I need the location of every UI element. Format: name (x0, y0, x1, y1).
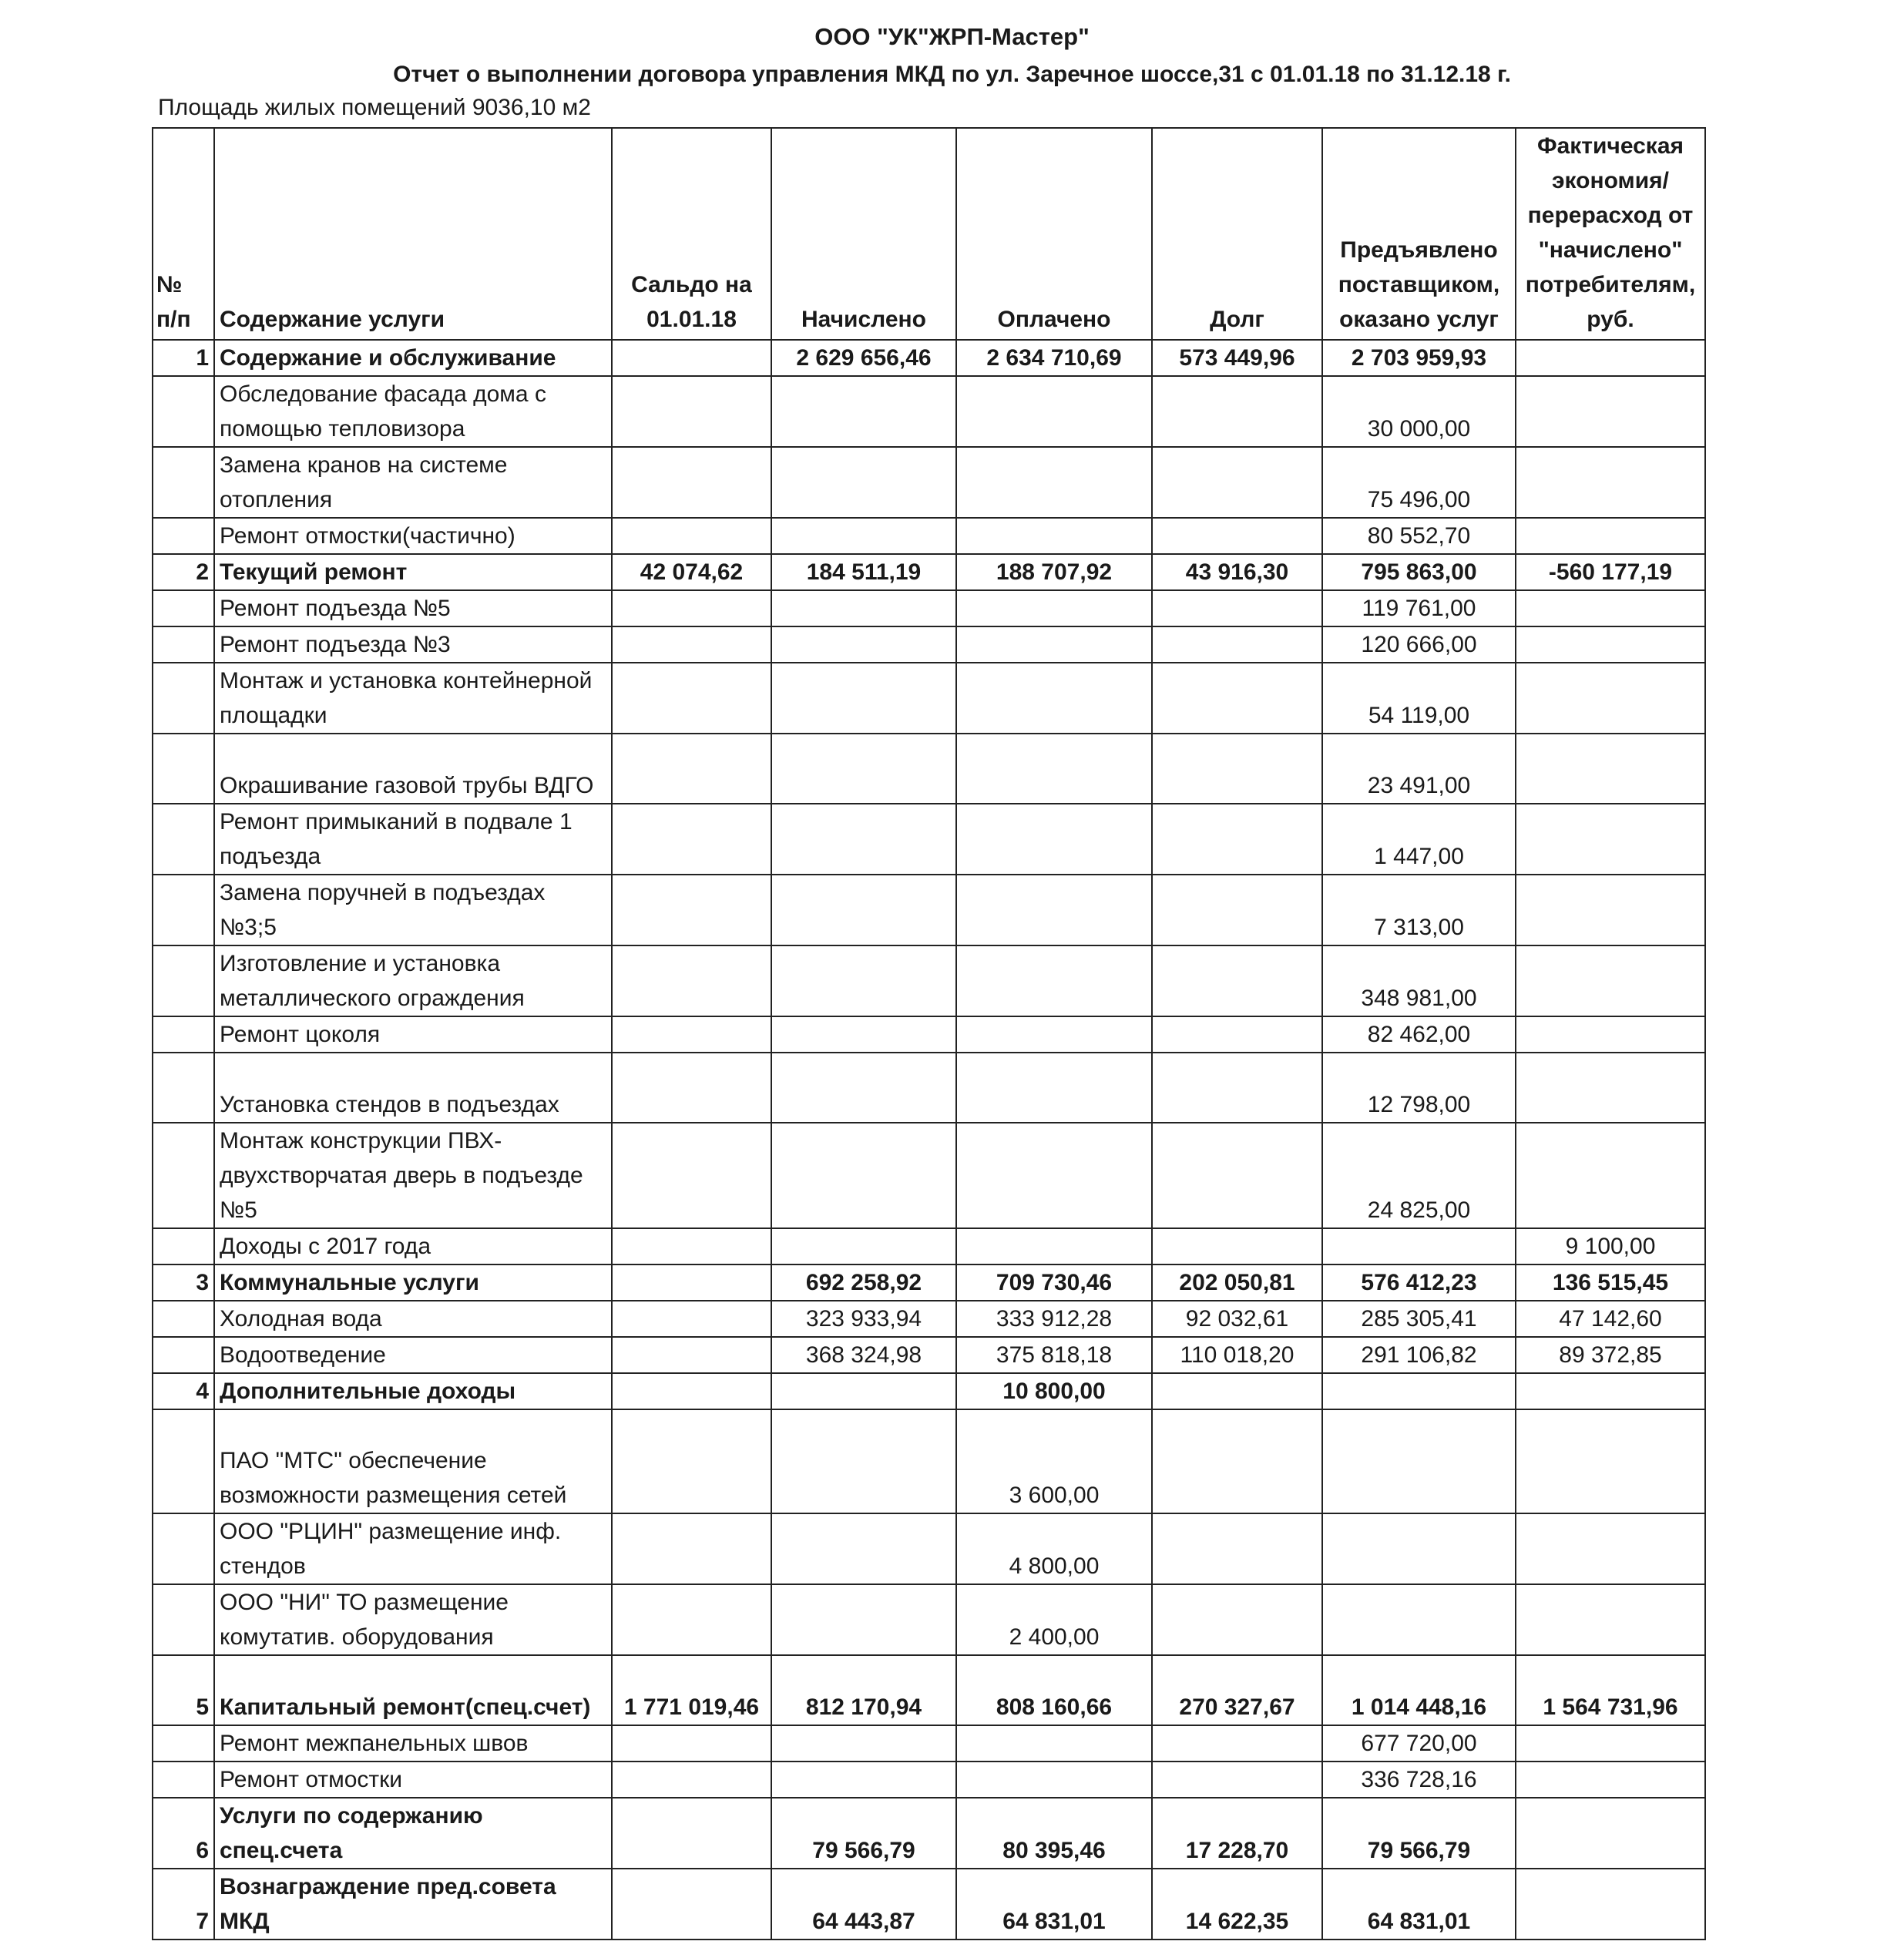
row-savings (1516, 663, 1705, 734)
row-debt (1152, 518, 1322, 554)
row-debt: 92 032,61 (1152, 1301, 1322, 1337)
row-debt (1152, 626, 1322, 663)
row-service: Установка стендов в подъездах (214, 1053, 612, 1123)
row-paid (956, 1016, 1152, 1053)
row-paid (956, 663, 1152, 734)
row-charged: 64 443,87 (771, 1869, 956, 1940)
row-opening-balance (612, 1053, 771, 1123)
row-charged (771, 590, 956, 626)
table-row (153, 1725, 1705, 1762)
row-paid (956, 1053, 1152, 1123)
row-number (153, 1513, 214, 1584)
row-number (153, 518, 214, 554)
row-savings: 47 142,60 (1516, 1301, 1705, 1337)
row-charged (771, 447, 956, 518)
table-row (153, 1123, 1705, 1228)
company-title: ООО "УК"ЖРП-Мастер" (814, 23, 1090, 50)
row-service: Ремонт отмостки (214, 1762, 612, 1798)
row-charged (771, 734, 956, 804)
row-debt (1152, 1409, 1322, 1513)
row-charged: 368 324,98 (771, 1337, 956, 1373)
row-paid: 64 831,01 (956, 1869, 1152, 1940)
table-row (153, 734, 1705, 804)
row-opening-balance (612, 1869, 771, 1940)
row-number: 2 (153, 554, 214, 590)
row-paid (956, 376, 1152, 447)
row-debt: 14 622,35 (1152, 1869, 1322, 1940)
header-paid: Оплачено (956, 128, 1152, 340)
header-no: № п/п (153, 128, 214, 340)
row-charged (771, 376, 956, 447)
row-supplier-billed: 291 106,82 (1322, 1337, 1516, 1373)
row-paid (956, 804, 1152, 875)
header-opening-balance: Сальдо на 01.01.18 (612, 128, 771, 340)
table-row (153, 1337, 1705, 1373)
row-charged: 812 170,94 (771, 1655, 956, 1725)
row-savings: 1 564 731,96 (1516, 1655, 1705, 1725)
table-row (153, 518, 1705, 554)
table-row (153, 663, 1705, 734)
row-opening-balance (612, 1762, 771, 1798)
row-number (153, 1016, 214, 1053)
header-savings: Фактическая экономия/перерасход от "начислено" потребителям, руб. (1516, 128, 1705, 340)
row-supplier-billed: 795 863,00 (1322, 554, 1516, 590)
row-number (153, 734, 214, 804)
header-debt: Долг (1152, 128, 1322, 340)
row-savings: 9 100,00 (1516, 1228, 1705, 1264)
row-opening-balance (612, 340, 771, 376)
row-opening-balance (612, 734, 771, 804)
row-service: ПАО "МТС" обеспечение возможности размещения сетей (214, 1409, 612, 1513)
row-number (153, 945, 214, 1016)
row-charged (771, 1762, 956, 1798)
row-service: Замена поручней в подъездах №3;5 (214, 875, 612, 945)
table-header-row (153, 128, 1705, 340)
row-charged (771, 1016, 956, 1053)
table-row (153, 1798, 1705, 1869)
row-service: Ремонт отмостки(частично) (214, 518, 612, 554)
header-charged: Начислено (771, 128, 956, 340)
row-supplier-billed: 7 313,00 (1322, 875, 1516, 945)
row-paid (956, 734, 1152, 804)
row-service: Содержание и обслуживание (214, 340, 612, 376)
row-supplier-billed: 24 825,00 (1322, 1123, 1516, 1228)
report-title: Отчет о выполнении договора управления МКД по ул. Заречное шоссе,31 с 01.01.18 по 31.12.18 г. (393, 62, 1511, 87)
row-charged: 184 511,19 (771, 554, 956, 590)
table-row (153, 1584, 1705, 1655)
row-savings (1516, 1053, 1705, 1123)
row-number: 4 (153, 1373, 214, 1409)
row-charged (771, 663, 956, 734)
row-debt (1152, 447, 1322, 518)
row-number (153, 1584, 214, 1655)
row-savings: 136 515,45 (1516, 1264, 1705, 1301)
row-debt: 270 327,67 (1152, 1655, 1322, 1725)
row-charged (771, 875, 956, 945)
row-number (153, 590, 214, 626)
table-row (153, 554, 1705, 590)
row-opening-balance (612, 1725, 771, 1762)
row-debt (1152, 663, 1322, 734)
row-opening-balance (612, 1337, 771, 1373)
row-debt (1152, 1762, 1322, 1798)
row-savings (1516, 1725, 1705, 1762)
row-number (153, 1762, 214, 1798)
row-service: Водоотведение (214, 1337, 612, 1373)
row-service: Текущий ремонт (214, 554, 612, 590)
row-opening-balance (612, 804, 771, 875)
table-row (153, 1301, 1705, 1337)
row-number (153, 1337, 214, 1373)
row-charged (771, 1725, 956, 1762)
row-service: Коммунальные услуги (214, 1264, 612, 1301)
row-paid (956, 945, 1152, 1016)
row-charged (771, 1123, 956, 1228)
row-supplier-billed (1322, 1409, 1516, 1513)
row-debt (1152, 1228, 1322, 1264)
row-paid: 10 800,00 (956, 1373, 1152, 1409)
row-supplier-billed: 2 703 959,93 (1322, 340, 1516, 376)
row-paid: 2 634 710,69 (956, 340, 1152, 376)
table-row (153, 1513, 1705, 1584)
row-supplier-billed: 119 761,00 (1322, 590, 1516, 626)
row-savings (1516, 1513, 1705, 1584)
row-opening-balance (612, 1373, 771, 1409)
row-number (153, 447, 214, 518)
table-row (153, 945, 1705, 1016)
row-number (153, 663, 214, 734)
row-charged (771, 1409, 956, 1513)
row-paid (956, 1228, 1152, 1264)
row-savings (1516, 1373, 1705, 1409)
row-number: 7 (153, 1869, 214, 1940)
row-opening-balance (612, 1798, 771, 1869)
row-supplier-billed: 677 720,00 (1322, 1725, 1516, 1762)
row-supplier-billed: 1 014 448,16 (1322, 1655, 1516, 1725)
row-opening-balance (612, 1409, 771, 1513)
row-savings (1516, 340, 1705, 376)
row-supplier-billed (1322, 1228, 1516, 1264)
row-opening-balance (612, 518, 771, 554)
row-supplier-billed: 75 496,00 (1322, 447, 1516, 518)
row-savings (1516, 1123, 1705, 1228)
header-service: Содержание услуги (214, 128, 612, 340)
row-opening-balance (612, 1264, 771, 1301)
row-debt (1152, 590, 1322, 626)
row-number (153, 376, 214, 447)
table-row (153, 1762, 1705, 1798)
row-charged (771, 1513, 956, 1584)
row-paid: 709 730,46 (956, 1264, 1152, 1301)
row-opening-balance (612, 447, 771, 518)
row-savings (1516, 1409, 1705, 1513)
row-supplier-billed (1322, 1373, 1516, 1409)
row-supplier-billed: 336 728,16 (1322, 1762, 1516, 1798)
row-supplier-billed: 64 831,01 (1322, 1869, 1516, 1940)
row-service: Ремонт примыканий в подвале 1 подъезда (214, 804, 612, 875)
row-opening-balance (612, 1228, 771, 1264)
row-savings (1516, 590, 1705, 626)
row-supplier-billed: 80 552,70 (1322, 518, 1516, 554)
row-savings (1516, 1762, 1705, 1798)
row-number (153, 626, 214, 663)
row-savings (1516, 804, 1705, 875)
table-row (153, 1869, 1705, 1940)
row-opening-balance (612, 663, 771, 734)
row-opening-balance: 1 771 019,46 (612, 1655, 771, 1725)
table-row (153, 1264, 1705, 1301)
table-row (153, 1016, 1705, 1053)
row-savings: -560 177,19 (1516, 554, 1705, 590)
row-service: Монтаж и установка контейнерной площадки (214, 663, 612, 734)
row-debt (1152, 875, 1322, 945)
row-paid (956, 518, 1152, 554)
row-charged (771, 626, 956, 663)
row-paid: 375 818,18 (956, 1337, 1152, 1373)
table-row (153, 1373, 1705, 1409)
row-number: 1 (153, 340, 214, 376)
row-opening-balance (612, 626, 771, 663)
header-supplier-billed: Предъявлено поставщиком, оказано услуг (1322, 128, 1516, 340)
table-row (153, 1655, 1705, 1725)
row-service: Услуги по содержанию спец.счета (214, 1798, 612, 1869)
row-charged: 323 933,94 (771, 1301, 956, 1337)
row-number (153, 804, 214, 875)
row-number: 6 (153, 1798, 214, 1869)
row-paid (956, 590, 1152, 626)
row-paid: 2 400,00 (956, 1584, 1152, 1655)
row-service: Вознаграждение пред.совета МКД (214, 1869, 612, 1940)
report-table (152, 127, 1706, 1940)
row-supplier-billed: 54 119,00 (1322, 663, 1516, 734)
row-savings (1516, 1584, 1705, 1655)
row-debt: 202 050,81 (1152, 1264, 1322, 1301)
row-debt: 573 449,96 (1152, 340, 1322, 376)
row-supplier-billed: 285 305,41 (1322, 1301, 1516, 1337)
row-debt (1152, 376, 1322, 447)
row-supplier-billed: 12 798,00 (1322, 1053, 1516, 1123)
row-supplier-billed: 348 981,00 (1322, 945, 1516, 1016)
row-charged (771, 804, 956, 875)
row-opening-balance (612, 1513, 771, 1584)
table-row (153, 1409, 1705, 1513)
row-debt (1152, 1016, 1322, 1053)
row-charged: 79 566,79 (771, 1798, 956, 1869)
row-supplier-billed (1322, 1584, 1516, 1655)
row-service: Обследование фасада дома с помощью тепловизора (214, 376, 612, 447)
row-number (153, 875, 214, 945)
row-paid: 4 800,00 (956, 1513, 1152, 1584)
row-savings (1516, 875, 1705, 945)
row-paid: 188 707,92 (956, 554, 1152, 590)
row-opening-balance (612, 1584, 771, 1655)
row-charged (771, 1228, 956, 1264)
row-debt (1152, 1513, 1322, 1584)
row-savings (1516, 1016, 1705, 1053)
row-opening-balance (612, 590, 771, 626)
row-supplier-billed: 82 462,00 (1322, 1016, 1516, 1053)
row-number (153, 1725, 214, 1762)
table-row (153, 1228, 1705, 1264)
row-number (153, 1123, 214, 1228)
row-service: Замена кранов на системе отопления (214, 447, 612, 518)
row-opening-balance: 42 074,62 (612, 554, 771, 590)
table-row (153, 376, 1705, 447)
row-debt (1152, 1123, 1322, 1228)
row-service: ООО "НИ" ТО размещение комутатив. оборудования (214, 1584, 612, 1655)
row-number (153, 1409, 214, 1513)
table-row (153, 1053, 1705, 1123)
row-charged: 692 258,92 (771, 1264, 956, 1301)
living-area-line: Площадь жилых помещений 9036,10 м2 (158, 95, 591, 120)
row-supplier-billed: 1 447,00 (1322, 804, 1516, 875)
row-paid: 80 395,46 (956, 1798, 1152, 1869)
row-service: Дополнительные доходы (214, 1373, 612, 1409)
row-opening-balance (612, 1123, 771, 1228)
row-debt (1152, 1584, 1322, 1655)
row-charged (771, 518, 956, 554)
row-service: Доходы с 2017 года (214, 1228, 612, 1264)
row-paid (956, 875, 1152, 945)
row-debt: 17 228,70 (1152, 1798, 1322, 1869)
row-savings (1516, 945, 1705, 1016)
row-charged (771, 1584, 956, 1655)
row-number: 3 (153, 1264, 214, 1301)
row-service: Ремонт межпанельных швов (214, 1725, 612, 1762)
row-opening-balance (612, 1016, 771, 1053)
row-paid: 333 912,28 (956, 1301, 1152, 1337)
row-savings (1516, 734, 1705, 804)
row-supplier-billed: 576 412,23 (1322, 1264, 1516, 1301)
row-opening-balance (612, 376, 771, 447)
row-savings (1516, 518, 1705, 554)
row-paid (956, 626, 1152, 663)
row-paid (956, 1123, 1152, 1228)
row-debt (1152, 1053, 1322, 1123)
row-opening-balance (612, 875, 771, 945)
row-charged (771, 1373, 956, 1409)
row-debt (1152, 1373, 1322, 1409)
row-savings (1516, 626, 1705, 663)
row-savings (1516, 1798, 1705, 1869)
row-service: Ремонт подъезда №5 (214, 590, 612, 626)
row-savings (1516, 447, 1705, 518)
row-supplier-billed (1322, 1513, 1516, 1584)
row-paid (956, 447, 1152, 518)
row-service: ООО "РЦИН" размещение инф. стендов (214, 1513, 612, 1584)
table-row (153, 875, 1705, 945)
row-paid (956, 1725, 1152, 1762)
row-service: Ремонт цоколя (214, 1016, 612, 1053)
row-service: Монтаж конструкции ПВХ-двухстворчатая дверь в подъезде №5 (214, 1123, 612, 1228)
table-row (153, 340, 1705, 376)
row-number (153, 1301, 214, 1337)
row-service: Ремонт подъезда №3 (214, 626, 612, 663)
row-paid (956, 1762, 1152, 1798)
row-debt (1152, 945, 1322, 1016)
row-number: 5 (153, 1655, 214, 1725)
row-charged: 2 629 656,46 (771, 340, 956, 376)
row-debt (1152, 804, 1322, 875)
table-row (153, 804, 1705, 875)
row-charged (771, 945, 956, 1016)
row-service: Капитальный ремонт(спец.счет) (214, 1655, 612, 1725)
row-debt (1152, 734, 1322, 804)
row-debt (1152, 1725, 1322, 1762)
row-supplier-billed: 79 566,79 (1322, 1798, 1516, 1869)
row-savings (1516, 1869, 1705, 1940)
row-service: Изготовление и установка металлического ограждения (214, 945, 612, 1016)
row-opening-balance (612, 945, 771, 1016)
row-paid: 808 160,66 (956, 1655, 1152, 1725)
row-supplier-billed: 120 666,00 (1322, 626, 1516, 663)
row-supplier-billed: 23 491,00 (1322, 734, 1516, 804)
row-number (153, 1228, 214, 1264)
table-row (153, 590, 1705, 626)
row-savings (1516, 376, 1705, 447)
row-supplier-billed: 30 000,00 (1322, 376, 1516, 447)
row-service: Окрашивание газовой трубы ВДГО (214, 734, 612, 804)
table-row (153, 626, 1705, 663)
row-debt: 43 916,30 (1152, 554, 1322, 590)
row-opening-balance (612, 1301, 771, 1337)
row-service: Холодная вода (214, 1301, 612, 1337)
table-row (153, 447, 1705, 518)
row-number (153, 1053, 214, 1123)
row-debt: 110 018,20 (1152, 1337, 1322, 1373)
row-charged (771, 1053, 956, 1123)
row-savings: 89 372,85 (1516, 1337, 1705, 1373)
row-paid: 3 600,00 (956, 1409, 1152, 1513)
